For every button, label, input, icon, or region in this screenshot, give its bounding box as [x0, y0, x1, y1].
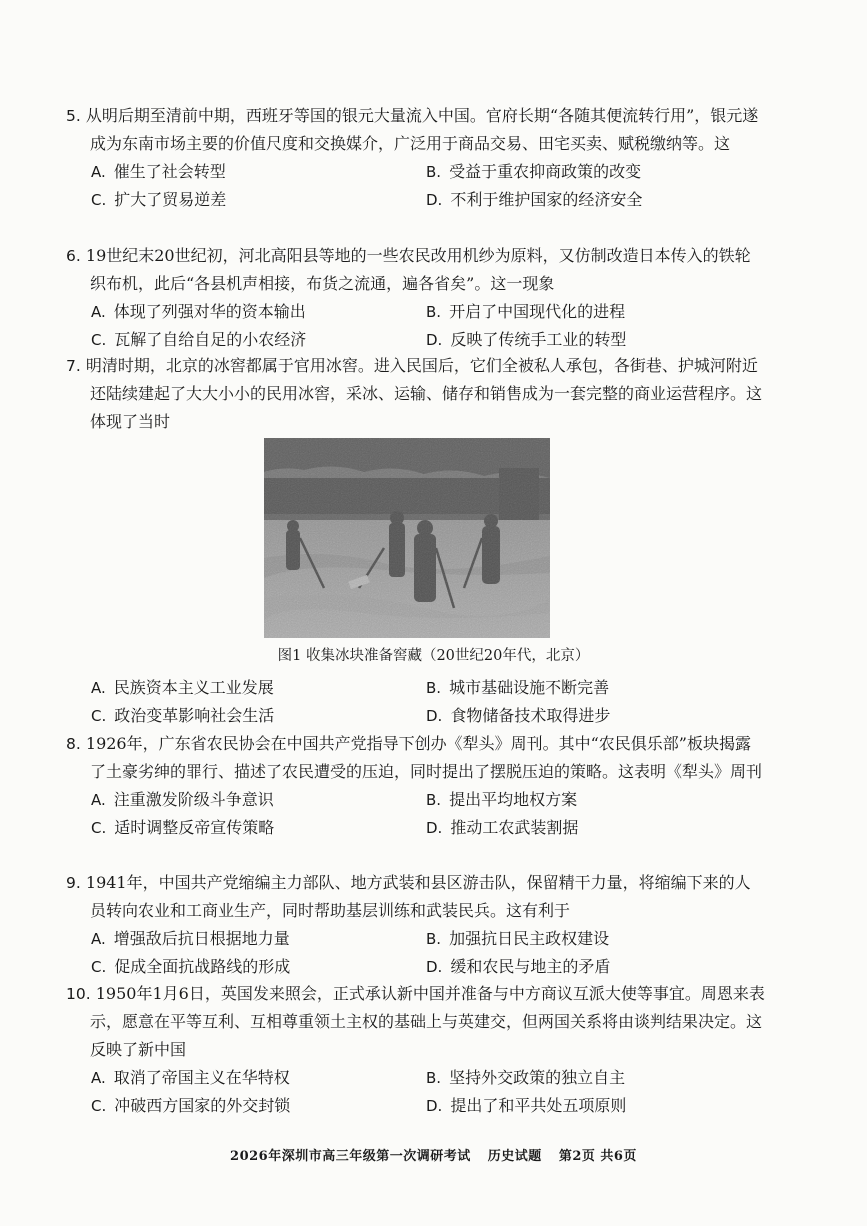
question-number: 8.	[66, 735, 81, 753]
option-c[interactable]: C. 适时调整反帝宣传策略	[91, 818, 275, 837]
question-8	[66, 730, 766, 842]
option-a[interactable]: A. 增强敌后抗日根据地力量	[91, 929, 290, 948]
question-number: 6.	[66, 247, 81, 265]
option-b[interactable]: B. 开启了中国现代化的进程	[426, 302, 626, 321]
options	[66, 674, 766, 730]
option-a[interactable]: A. 体现了列强对华的资本输出	[91, 302, 306, 321]
question-stem	[66, 102, 766, 158]
option-b[interactable]: B. 坚持外交政策的独立自主	[426, 1068, 626, 1087]
question-number: 5.	[66, 107, 81, 125]
option-c[interactable]: C. 政治变革影响社会生活	[91, 706, 275, 725]
options	[66, 158, 766, 214]
question-text: 1941年，中国共产党缩编主力部队、地方武装和县区游击队，保留精干力量，将缩编下来的人员转向农业和工商业生产，同时帮助基层训练和武装民兵。这有利于	[85, 873, 751, 920]
question-5	[66, 102, 766, 214]
options	[66, 786, 766, 842]
question-text: 1950年1月6日，英国发来照会，正式承认新中国并准备与中方商议互派大使等事宜。周恩来表示，愿意在平等互利、互相尊重领土主权的基础上与英建交，但两国关系将由谈判结果决定。这反映了新中国	[90, 984, 765, 1059]
ice-harvest-photo	[264, 438, 550, 638]
option-d[interactable]: D. 不利于维护国家的经济安全	[426, 190, 643, 209]
question-7	[66, 352, 766, 436]
option-c[interactable]: C. 促成全面抗战路线的形成	[91, 957, 291, 976]
question-text: 19世纪末20世纪初，河北高阳县等地的一些农民改用机纱为原料，又仿制改造日本传入的铁轮织布机，此后“各县机声相接，布货之流通，遍各省矣”。这一现象	[85, 246, 751, 293]
option-a[interactable]: A. 取消了帝国主义在华特权	[91, 1068, 290, 1087]
question-stem	[66, 242, 766, 298]
option-d[interactable]: D. 提出了和平共处五项原则	[426, 1096, 627, 1115]
option-d[interactable]: D. 缓和农民与地主的矛盾	[426, 957, 611, 976]
exam-title: 2026年深圳市高三年级第一次调研考试	[230, 1149, 471, 1164]
option-b[interactable]: B. 加强抗日民主政权建设	[426, 929, 610, 948]
option-b[interactable]: B. 城市基础设施不断完善	[426, 678, 610, 697]
question-9	[66, 869, 766, 981]
question-stem	[66, 352, 766, 436]
option-d[interactable]: D. 食物储备技术取得进步	[426, 706, 611, 725]
option-d[interactable]: D. 反映了传统手工业的转型	[426, 330, 627, 349]
option-a[interactable]: A. 民族资本主义工业发展	[91, 678, 274, 697]
option-b[interactable]: B. 提出平均地权方案	[426, 790, 578, 809]
question-stem	[66, 730, 766, 786]
question-number: 7.	[66, 357, 81, 375]
options	[66, 1064, 766, 1120]
question-number: 10.	[66, 985, 91, 1003]
question-6	[66, 242, 766, 354]
page-footer	[0, 1145, 867, 1164]
option-c[interactable]: C. 冲破西方国家的外交封锁	[91, 1096, 291, 1115]
question-text: 1926年，广东省农民协会在中国共产党指导下创办《犁头》周刊。其中“农民俱乐部”板块揭露了土豪劣绅的罪行、描述了农民遭受的压迫，同时提出了摆脱压迫的策略。这表明《犁头》周刊	[85, 734, 763, 781]
question-number: 9.	[66, 874, 81, 892]
question-stem	[66, 980, 766, 1064]
option-b[interactable]: B. 受益于重农抑商政策的改变	[426, 162, 642, 181]
subject-title: 历史试题	[487, 1149, 542, 1164]
question-text: 从明后期至清前中期，西班牙等国的银元大量流入中国。官府长期“各随其便流转行用”，银元遂成为东南市场主要的价值尺度和交换媒介，广泛用于商品交易、田宅买卖、赋税缴纳等。这	[85, 106, 759, 153]
option-a[interactable]: A. 注重激发阶级斗争意识	[91, 790, 274, 809]
option-c[interactable]: C. 瓦解了自给自足的小农经济	[91, 330, 307, 349]
page-number: 第2页 共6页	[558, 1149, 637, 1164]
options	[66, 298, 766, 354]
question-10	[66, 980, 766, 1120]
question-7-options	[66, 674, 766, 730]
option-a[interactable]: A. 催生了社会转型	[91, 162, 226, 181]
photo-illustration	[264, 438, 550, 638]
options	[66, 925, 766, 981]
option-c[interactable]: C. 扩大了贸易逆差	[91, 190, 227, 209]
figure-caption: 图1 收集冰块准备窖藏（20世纪20年代，北京）	[277, 648, 590, 664]
question-stem	[66, 869, 766, 925]
option-d[interactable]: D. 推动工农武装割据	[426, 818, 579, 837]
question-text: 明清时期，北京的冰窖都属于官用冰窖。进入民国后，它们全被私人承包，各街巷、护城河附近还陆续建起了大大小小的民用冰窖，采冰、运输、储存和销售成为一套完整的商业运营程序。这体现了当时	[85, 356, 763, 431]
